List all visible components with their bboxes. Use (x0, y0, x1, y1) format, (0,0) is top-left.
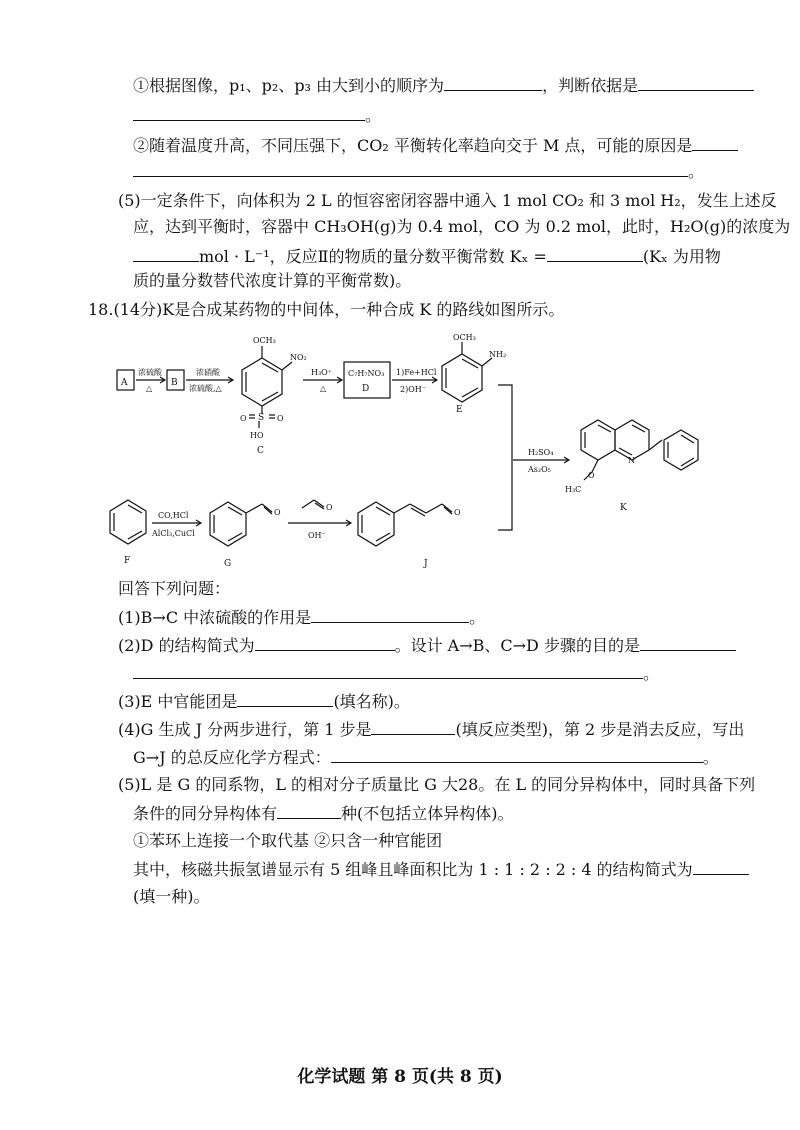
atom-o-right: O (277, 414, 284, 423)
answer-blank[interactable] (255, 634, 395, 651)
ring-f (110, 500, 146, 544)
q-text: 其中，核磁共振氢谱显示有 5 组峰且峰面积比为 1 : 1 : 2 : 2 : 4 的结构简式为 (133, 860, 693, 879)
q18-5: (5)L 是 G 的同系物，L 的相对分子质量比 G 大28。在 L 的同分异构体中，同时具备下列 (118, 775, 756, 794)
q18-4 (118, 718, 744, 741)
q5-line-2: 应，达到平衡时，容器中 CH₃OH(g)为 0.4 mol，CO 为 0.2 mol，此时，H₂O(g)的浓度为 (133, 217, 791, 236)
label-k: K (620, 503, 627, 513)
atom-n: N (628, 456, 635, 465)
ring-k-pyridine (615, 420, 649, 460)
answer-blank[interactable] (547, 245, 643, 262)
q18-2 (118, 634, 736, 657)
label-c: C (257, 446, 264, 456)
page-footer: 化学试题 第 8 页(共 8 页) (297, 1067, 503, 1087)
ring-c (242, 358, 282, 406)
atom-o-reagent: O (326, 503, 333, 512)
label-e: E (456, 405, 463, 415)
substituent-no2: NO₂ (290, 353, 307, 362)
answer-blank[interactable] (371, 718, 455, 735)
atom-o-k: O (588, 471, 595, 480)
q-text: (2)D 的结构简式为 (118, 636, 255, 655)
arrow-head (432, 377, 437, 383)
reagent-6-bottom: OH⁻ (308, 531, 326, 540)
q-line-order-cont (133, 104, 381, 127)
group-h3c: H₃C (565, 485, 582, 494)
q18-5-conditions: ①苯环上连接一个取代基 ②只含一种官能团 (133, 831, 443, 850)
q5-line-3 (133, 245, 721, 268)
arrow-head (196, 520, 201, 526)
atom-s: S (258, 413, 265, 423)
q-text: 。 (688, 162, 705, 181)
arrow-head (564, 457, 569, 463)
arrow-head (337, 377, 342, 383)
answer-blank[interactable] (277, 802, 341, 819)
group-ho: HO (250, 431, 264, 440)
q-text: (填名称)。 (333, 692, 410, 711)
ring-e (442, 354, 482, 402)
q5-line-1: (5)一定条件下，向体积为 2 L 的恒容密闭容器中通入 1 mol CO₂ 和 3 mol H₂，发生上述反 (118, 191, 777, 210)
reagent-5-bottom: AlCl₃,CuCl (152, 529, 195, 538)
q-text: 。 (643, 664, 660, 683)
q-text: (1)B→C 中浓硫酸的作用是 (118, 608, 312, 627)
substituent-och3: OCH₃ (253, 336, 276, 345)
substituent-och3-e: OCH₃ (453, 333, 476, 342)
ring-j (358, 502, 394, 546)
q-line-converge (133, 134, 738, 157)
q5-line-4: 质的量分数替代浓度计算的平衡常数)。 (133, 271, 412, 290)
answer-blank[interactable] (331, 746, 703, 763)
reagent-4-bottom: 2)OH⁻ (400, 385, 426, 394)
q-text: 。 (469, 608, 486, 627)
q-text: (填反应类型)，第 2 步是消去反应，写出 (455, 720, 745, 739)
q-text: mol · L⁻¹，反应Ⅱ的物质的量分数平衡常数 Kₓ = (199, 247, 547, 266)
answer-blank[interactable] (692, 134, 738, 151)
reagent-7-top: H₂SO₄ (528, 448, 554, 457)
q-text: (Kₓ 为用物 (642, 247, 721, 266)
reagent-5-top: CO,HCl (158, 511, 189, 520)
q18-5-nmr (133, 858, 749, 881)
answer-blank[interactable] (133, 245, 199, 262)
atom-o-g: O (274, 508, 281, 517)
answer-blank[interactable] (133, 104, 365, 121)
q-text: (4)G 生成 J 分两步进行，第 1 步是 (118, 720, 372, 739)
answer-blank[interactable] (237, 690, 333, 707)
q18-5-cont (133, 802, 514, 825)
label-a: A (121, 378, 128, 388)
q-line-converge-cont (133, 160, 704, 183)
q18-4-cont (133, 746, 719, 769)
q18-3 (118, 690, 410, 713)
reagent-2-bottom: 浓硫酸,△ (189, 384, 222, 393)
label-f: F (124, 556, 131, 566)
q-text: ，判断依据是 (542, 76, 639, 95)
q-text: 。设计 A→B、C→D 步骤的目的是 (394, 636, 640, 655)
compound-box-a (117, 370, 134, 390)
q18-5-end: (填一种)。 (133, 887, 210, 906)
answer-blank[interactable] (444, 74, 542, 91)
formula-d: C₇H₇NO₃ (348, 369, 385, 378)
q-text: 种(不包括立体异构体)。 (341, 804, 514, 823)
q18-1 (118, 606, 485, 629)
reagent-3-top: H₃O⁺ (311, 368, 332, 377)
compound-box-d (344, 362, 390, 398)
answer-blank[interactable] (133, 662, 643, 679)
q-text: ①根据图像，p₁、p₂、p₃ 由大到小的顺序为 (133, 76, 445, 95)
answer-blank[interactable] (133, 160, 688, 177)
q-text: ②随着温度升高，不同压强下，CO₂ 平衡转化率趋向交于 M 点，可能的原因是 (133, 136, 693, 155)
reagent-1-top: 浓硫酸 (138, 368, 162, 377)
q-line-order (133, 74, 754, 97)
atom-o-left: O (240, 414, 247, 423)
compound-box-b (167, 370, 184, 390)
reagent-1-bottom: △ (146, 384, 153, 393)
arrow-head (228, 377, 233, 383)
reagent-7-bottom: As₂O₅ (528, 465, 551, 474)
answer-blank[interactable] (638, 74, 754, 91)
q-text: 。 (702, 748, 719, 767)
q-text: 。 (365, 106, 382, 125)
reagent-3-bottom: △ (320, 384, 327, 393)
answer-blank[interactable] (693, 858, 749, 875)
q-text: (3)E 中官能团是 (118, 692, 238, 711)
answer-blank[interactable] (640, 634, 736, 651)
reagent-4-top: 1)Fe+HCl (396, 368, 437, 377)
answer-blank[interactable] (311, 606, 469, 623)
label-j: J (424, 559, 428, 569)
combine-bracket (498, 385, 512, 530)
q-text: G→J 的总反应化学方程式： (133, 748, 331, 767)
q18-2-cont (133, 662, 659, 685)
arrow-head (346, 520, 351, 526)
arrow-head (160, 377, 165, 383)
atom-o-j: O (454, 508, 461, 517)
q18-intro: 回答下列问题： (118, 579, 231, 598)
substituent-nh2: NH₂ (489, 350, 507, 359)
q-text: 条件的同分异构体有 (133, 804, 278, 823)
ring-k-phenyl (664, 430, 698, 470)
reagent-2-top: 浓硝酸 (196, 368, 220, 377)
label-b: B (171, 378, 178, 388)
ring-g (210, 502, 246, 546)
label-g: G (224, 559, 232, 569)
q18-header: 18.(14分)K是合成某药物的中间体，一种合成 K 的路线如图所示。 (88, 300, 565, 319)
label-d: D (362, 384, 370, 394)
ring-k-benzo (581, 420, 615, 460)
